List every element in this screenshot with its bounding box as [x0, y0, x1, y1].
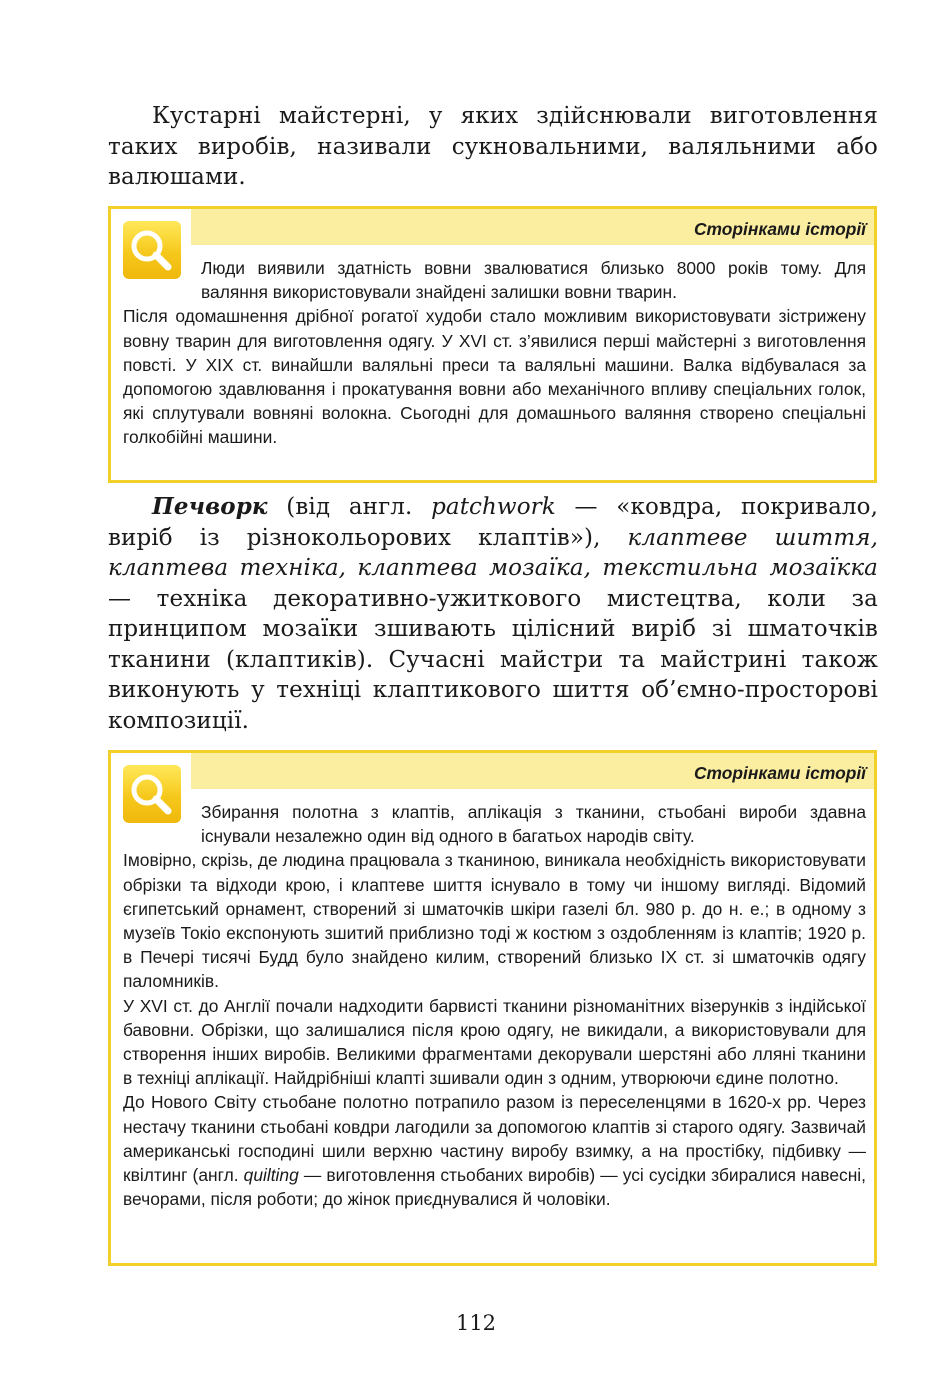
intro-paragraph-text: Кустарні майстерні, у яких здійснювали виготовлення таких виробів, називали сукновальними, валяльними або валюшами.: [108, 103, 878, 190]
page-number: 112: [455, 1311, 497, 1335]
history-box-header: [191, 753, 874, 789]
patchwork-synonyms: клаптеве шиття, клаптева техніка, клаптева мозаїка, текстильна мозаїкка: [108, 524, 878, 581]
patchwork-text-3: — техніка декоративно-ужиткового мистецтва, коли за принципом мозаїки зшивають цілісний виріб зі шматочків тканини (клаптиків). Сучасні майстри та майстрині також виконують у техніці клаптикового шиття об’ємно-просторові композиції.: [108, 585, 878, 734]
history-box-2: [108, 750, 877, 1266]
history-box-body-3-text-2: — виготовлення стьобаних виробів) — усі сусідки збиралися навесні, вечорами, після роботи; до жінок приєднувалися й чоловіки.: [123, 1165, 867, 1210]
history-box-title: Сторінками історії: [693, 219, 866, 239]
history-box-body-2: У XVI ст. до Англії почали надходити барвисті тканини різноманітних візерунків з індійської бавовни. Обрізки, що залишалися після крою одягу, не викидали, а використовували для створення інших виробів. Великими фрагментами декорували шерстяні або лляні тканини в техніці аплікації. Найдрібніші клапті зшивали один з одним, утворюючи єдине полотно.: [123, 995, 866, 1089]
history-box-body: Після одомашнення дрібної рогатої худоби стало можливим використовувати зістрижену вовну тварин для виготовлення одягу. У XVI ст. з’явилися перші майстерні з виготовлення повсті. У XIX ст. винайшли валяльні преси та валяльні машини. Валка відбувалася за допомогою здавлювання і прокатування вовни або механічного впливу спеціальних голок, які сплутували вовняні волокна. Сьогодні для домашнього валяння створено спеціальні голкобійні машини.: [123, 306, 866, 448]
intro-paragraph: [108, 101, 878, 193]
patchwork-english: patchwork: [431, 494, 556, 520]
patchwork-paragraph: [108, 492, 878, 736]
patchwork-text-1: (від англ.: [267, 494, 432, 520]
history-box-lead: Збирання полотна з клаптів, аплікація з тканини, стьобані вироби здавна існували незалежно один від одного в багатьох народів світу.: [201, 802, 866, 847]
history-box-title: Сторінками історії: [693, 763, 866, 783]
quilting-term: quilting: [243, 1165, 299, 1186]
history-box-lead: Люди виявили здатність вовни звалюватися близько 8000 років тому. Для валяння використовували знайдені залишки вовни тварин.: [201, 258, 866, 303]
history-box-body-1: Імовірно, скрізь, де людина працювала з тканиною, виникала необхідність використовувати обрізки та відходи крою, і клаптеве шиття існувало в тому чи іншому вигляді. Відомий єгипетський орнамент, створений зі шматочків шкіри газелі бл. 980 р. до н. е.; в одному з музеїв Токіо експонують зшитий приблизно тоді ж костюм з оздобленням із клаптів; 1920 р. в Печері тисячі Будд було знайдено килим, створений близько IX ст. зі шматочків одягу паломників.: [123, 850, 866, 992]
patchwork-term: Печворк: [152, 493, 268, 520]
patchwork-text-2: — «ковдра, покривало, виріб із різнокольорових клаптів»),: [108, 494, 878, 551]
history-box-text: [123, 800, 866, 1211]
history-box-1: [108, 206, 877, 483]
history-box-text: [123, 256, 866, 450]
history-box-body-3: [123, 1090, 866, 1211]
history-box-body-3-text-1: До Нового Світу стьобане полотно потрапило разом із переселенцями в 1620-х рр. Через нестачу тканини стьобані ковдри лагодили за допомогою клаптів зі старого одягу. Зазвичай американські господині шили верхню частину виробу взимку, а на простібку, підбивку — квілтинг (англ.: [123, 1092, 866, 1186]
history-box-header: [191, 209, 874, 245]
